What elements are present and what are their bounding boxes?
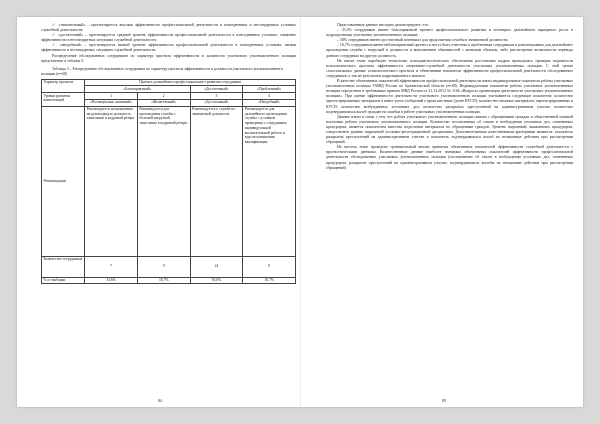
table-cell: Рекомендуется на назначение на руководящую должность, зачисление в кадровый резерв. bbox=[85, 106, 138, 256]
table-caption: Таблица 3 – Распределение обследованных сотрудников по характеру прогноза эффективности в должности участкового уполномоченного полиции (n=48) bbox=[41, 66, 283, 76]
paragraph: – 33,3% сотрудников имеют благоприятный прогноз профессионального развития и потенциал дальнейшего карьерного роста в подразделениях участковых уполномоченных полиции; bbox=[326, 28, 573, 38]
table-level-header: Уровни развития компетенций bbox=[42, 93, 85, 106]
table-cell: 9 bbox=[137, 256, 190, 277]
table-cell: Рекомендуется для прохождения службы с большей нагрузкой, зачисление в кадровый резерв. bbox=[137, 106, 190, 256]
table-column-label: «Потенциально активный» bbox=[85, 99, 138, 106]
table-column-label: «Достаточный» bbox=[190, 99, 243, 106]
table-cell: 24 bbox=[190, 256, 243, 277]
book-spread bbox=[17, 17, 583, 407]
paragraph: Данные взяты в связи с тем, что работа участкового уполномоченного полиции связана с обращениями граждан и общественной оценкой населения работы участкового уполномоченного полиции. Количество поставленных об отказе в возбуждении уголовных дел, отмененных прокурором, является показателем качества подготовки материалов по обращениям граждан. Уровень нарушений, выявленных прокурором, тождественен уровню нарушений уголовно-регистрационной дисциплины. Дополнительными качественными критериями являются: показатель раскрытия преступлений на административном участке и показатель подтвердившихся жалоб на незаконные действия при рассмотрении обращений. bbox=[326, 114, 573, 145]
paragraph: ✓ «неодобный» – прогнозируется низкий уровень эффективности профессиональной деятельности в повседневных условиях, низкая эффективность в нестандартных ситуациях служебной деятельности. bbox=[41, 43, 296, 53]
table-corner-header: Характер прогноза bbox=[42, 79, 85, 92]
table-cell: Рекомендуется к службе по занимаемой должности. bbox=[190, 106, 243, 256]
page-number: 84 bbox=[158, 398, 162, 403]
table-row-label: % от выборки bbox=[42, 277, 85, 284]
table-cell: 50,0% bbox=[190, 277, 243, 284]
table-group-header: Прогноз дальнейшего профессионального развития сотрудников bbox=[85, 79, 296, 86]
table-column-header: «Проблемный» bbox=[243, 86, 296, 93]
table-column-number: 4 bbox=[243, 93, 296, 100]
table-column-label: «Желательный» bbox=[137, 99, 190, 106]
page-number: 85 bbox=[442, 398, 446, 403]
paragraph: ✓ «значительный» – прогнозируется высокая эффективность профессиональной деятельности в повседневных и нестандартных условиях служебной деятельности; bbox=[41, 23, 296, 33]
table-cell: 8 bbox=[243, 256, 296, 277]
table-cell: 14,6% bbox=[85, 277, 138, 284]
paragraph: На шестом этапе проведено сравнительный анализ принятых объективных показателей эффективности служебной деятельности с прогностическими данными. Количественные данные наиболее значимых объективных показателей эффективности профессиональной деятельности обследованных участковых уполномоченных полиции (поставленные об отказе в возбуждении уголовных дел, отмененных прокурором, раскрытие преступлений на административном участке, подтвердившиеся жалобы на незаконные действия при рассмотрении обращений) bbox=[326, 145, 573, 170]
table-column-number: 1 bbox=[85, 93, 138, 100]
paragraph: – 50% сотрудников имеют достаточный потенциал для продолжения службы в занимаемой должности; bbox=[337, 38, 509, 43]
table-cell: 7 bbox=[85, 256, 138, 277]
table-row-label: Рекомендации bbox=[42, 106, 85, 256]
left-page bbox=[41, 23, 296, 393]
paragraph: – 16,7% сотрудников имеют неблагоприятный прогноз и могут быть отнесены к проблемным сотрудникам и рекомендованы для дальнейшего прохождения службы с нагрузкой в должности и выполнением обязанностей с меньшим объемом, либо рассмотрение возможности перевода данного сотрудника на другую должность. bbox=[326, 43, 573, 58]
table-row bbox=[42, 106, 296, 256]
paragraph: В качестве объективных показателей эффективности профессиональной деятельности взяты индивидуальные показатели работы участковых уполномоченных полиции УМВД России по Архангельской области (n=48). Индивидуальные показатели работы участковых уполномоченных полиции определены в требованиях приказа МВД России от 31.12.2012 № 1166 «Вопросы организации деятельности участковых уполномоченных полиции». При оценке эффективности деятельности участкового уполномоченного полиции учитываются следующие показатели: количество зарегистрированных материалов в книге учета сообщений о происшествиях (далее КУСП); количество отказных материалов, зарегистрированных в КУСП; количество возбужденных уголовных дел; количество раскрытых преступлений на административном участке; количество подтвердившихся жалоб граждан на ошибки в работе участковых уполномоченных полиции. bbox=[326, 79, 573, 114]
table-column-number: 2 bbox=[137, 93, 190, 100]
forecast-table bbox=[41, 79, 296, 285]
table-cell: 18,7% bbox=[137, 277, 190, 284]
table-row bbox=[42, 277, 296, 284]
table-column-header: «Благоприятный» bbox=[85, 86, 190, 93]
table-cell: 16,7% bbox=[243, 277, 296, 284]
table-column-number: 3 bbox=[190, 93, 243, 100]
table-column-label: «Неодобный» bbox=[243, 99, 296, 106]
paragraph: Представленные данные наглядно демонстрируют, что: bbox=[337, 23, 430, 27]
table-row bbox=[42, 256, 296, 277]
table-cell: Рекомендуется для дальнейшего прохождения службы с условием проведения с сотрудником индивидуальной воспитательной работы и курсов повышения квалификации. bbox=[243, 106, 296, 256]
paragraph: На пятом этапе апробации технологии психодиагностического обеспечения расстановки кадров проводилась проверка надежности психологического прогноза эффективности оперативно-служебной деятельности участковых уполномоченных полиции. С этой целью сопоставлялись данные психологического прогноза и объективные показатели эффективности профессиональной деятельности обследованных сотрудников, а так же результаты корреляционного анализа. bbox=[326, 58, 573, 78]
paragraph: Распределение обследованных сотрудников по характеру прогноза эффективности и должности участкового уполномоченного полиции представлено в таблице 3. bbox=[41, 53, 296, 63]
right-page bbox=[326, 23, 573, 393]
table-column-header: «Достаточный» bbox=[190, 86, 243, 93]
paragraph: ✓ «достаточный» – прогнозируется средний уровень эффективности профессиональной деятельности в повседневных условиях, снижение эффективности в нестандартных ситуациях служебной деятельности; bbox=[41, 33, 296, 43]
page-fold bbox=[300, 17, 301, 407]
table-row-label: Количество сотрудников bbox=[42, 256, 85, 277]
